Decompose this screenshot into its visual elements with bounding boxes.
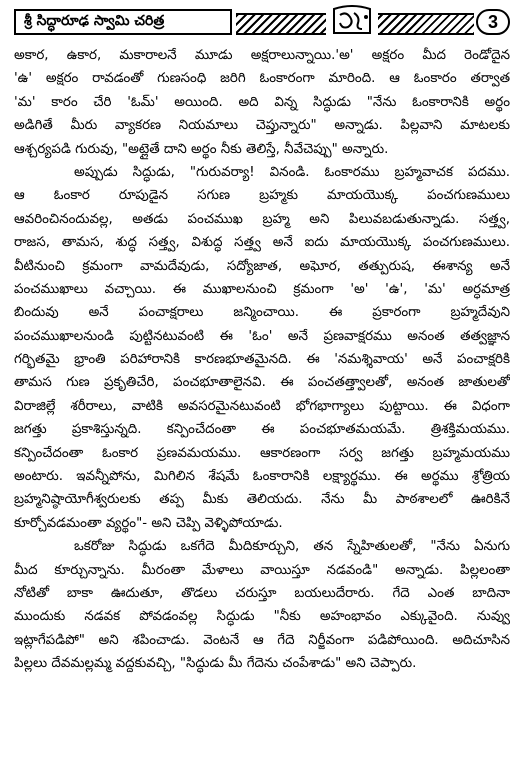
text-line: కన్పించేదంతా ఓంకార ప్రణవమయము. ఆకారణంగా సర్వ జగత్తు బ్రహ్మమయము — [14, 445, 510, 461]
page-number-text: 3 — [487, 11, 498, 32]
text-line: 'మ' కారం చేరి 'ఓమ్' అయింది. అది విన్న సిద్ధుడు "నేను ఓంకారానికి అర్థం — [14, 94, 510, 110]
text-line: వీటినుంచి క్రమంగా వామదేవుడు, సద్యోజాత, అఘోర, తత్పురుష, ఈశాన్య అనే — [14, 258, 510, 274]
text-line: అకార, ఉకార, మకారాలనే మూడు అక్షరాలున్నాయి.'అ' అక్షరం మీద రెండోదైన — [14, 48, 510, 63]
text-line: ఆశ్చర్యపడి గురువు, "అట్లైతే దాని అర్థం నీకు తెలిస్తే, నీవేచెప్పు" అన్నారు. — [14, 141, 389, 157]
text-line: నోటితో బాకా ఊదుతూ, తొడలు చరుస్తూ బయలుదేరారు. గేదె ఎంత బాదినా — [14, 585, 510, 601]
text-line: మీద కూర్చున్నాను. మీరంతా మేళాలు వాయిస్తూ నడవండి" అన్నాడు. పిల్లలంతా — [14, 562, 510, 578]
text-line: ఒకరోజు సిద్ధుడు ఒకగేదె మీదికూర్చుని, తన స్నేహితులతో, "నేను ఏనుగు — [74, 539, 510, 555]
text-line: ఆవరించినందువల్ల, అతడు పంచముఖ బ్రహ్మ అని పిలువబడుతున్నాడు. సత్త్వ, — [14, 211, 510, 227]
document-body — [14, 44, 510, 676]
paragraph — [14, 535, 510, 675]
text-line: పిల్లలు దేవమల్లమ్మ వద్దకువచ్చి, "సిద్ధుడు మీ గేదెను చంపేశాడు" అని చెప్పారు. — [14, 656, 417, 672]
page-header — [14, 5, 510, 39]
emblem-icon — [326, 5, 378, 37]
page-number — [476, 9, 510, 35]
text-line: గర్భితమై భ్రాంతి పరిహారానికి కారణభూతమైనది. ఈ 'నమశ్శివాయ' అనే పంచాక్షరికి — [14, 352, 510, 368]
text-line: జగత్తు ప్రకాశిస్తున్నది. కన్పించేదంతా ఈ పంచభూతమయమే. త్రిశక్తిమయము. — [14, 422, 510, 438]
text-line: ఆ ఓంకార రూపుడైన సగుణ బ్రహ్మకు మాయయొక్క పంచగుణములు — [14, 188, 510, 204]
text-line: అడిగితే మీరు వ్యాకరణ నియమాలు చెప్తున్నారు" అన్నాడు. పిల్లవాని మాటలకు — [14, 118, 510, 134]
text-line: బ్రహ్మనిష్ఠాయోగీశ్వరులకు తప్ప మీకు తెలియదు. నేను మీ పాఠశాలలో ఊరికినే — [14, 492, 510, 508]
text-line: ఇట్లాగేపడిపో" అని శపించాడు. వెంటనే ఆ గేదె నిర్జీవంగా పడిపోయింది. అదిచూసిన — [14, 632, 510, 648]
text-line: విరాజిల్లే శరీరాలు, వాటికి అవసరమైనటువంటి భోగభాగ్యాలు పుట్టాయి. ఈ విధంగా — [14, 398, 510, 414]
running-title-text: శ్రీ సిద్ధారూఢ స్వామి చరిత్ర — [24, 12, 165, 29]
paragraph — [14, 161, 510, 535]
text-line: అంటారు. ఇవన్నీపోను, మిగిలిన శేషమే ఓంకారానికి లక్ష్యార్థము. ఈ అర్థము శ్రోత్రియ — [14, 469, 510, 485]
text-line: బిందువు అనే పంచాక్షరాలు జన్మించాయి. ఈ ప్రకారంగా బ్రహ్మదేవుని — [14, 305, 510, 321]
text-line: పంచముఖాలనుండి పుట్టినటువంటి ఈ 'ఓం' అనే ప్రణవాక్షరము అనంత తత్వజ్ఞాన — [14, 328, 510, 344]
text-line: పంచముఖాలు వచ్చాయి. ఈ ముఖాలనుంచి క్రమంగా 'అ' 'ఉ', 'మ' అర్ధమాత్ర — [14, 281, 510, 297]
text-line: ముందుకు నడవక పోవడంవల్ల సిద్ధుడు "నీకు అహంభావం ఎక్కువైంది. నువ్వు — [14, 609, 510, 625]
running-title — [14, 9, 232, 35]
paragraph — [14, 44, 510, 161]
text-line: తామస గుణ ప్రకృతిచేరి, పంచభూతాలైనవి. ఈ పంచతత్త్వాలతో, అనంత జాతులతో — [14, 375, 510, 391]
text-line: కూర్చోవడమంతా వ్యర్థం"- అని చెప్పి వెళ్ళిపోయాడు. — [14, 515, 283, 531]
text-line: రాజస, తామస, శుద్ధ సత్త్వ, విశుద్ధ సత్త్వ అనే ఐదు మాయయొక్క పంచగుణములు. — [14, 235, 510, 251]
text-line: 'ఉ' అక్షరం రావడంతో గుణసంధి జరిగి ఓంకారంగా మారింది. ఆ ఓంకారం తర్వాత — [14, 71, 510, 87]
text-line: అప్పుడు సిద్ధుడు, "గురువర్యా! వినండి. ఓంకారము బ్రహ్మవాచక పదము. — [74, 164, 510, 180]
